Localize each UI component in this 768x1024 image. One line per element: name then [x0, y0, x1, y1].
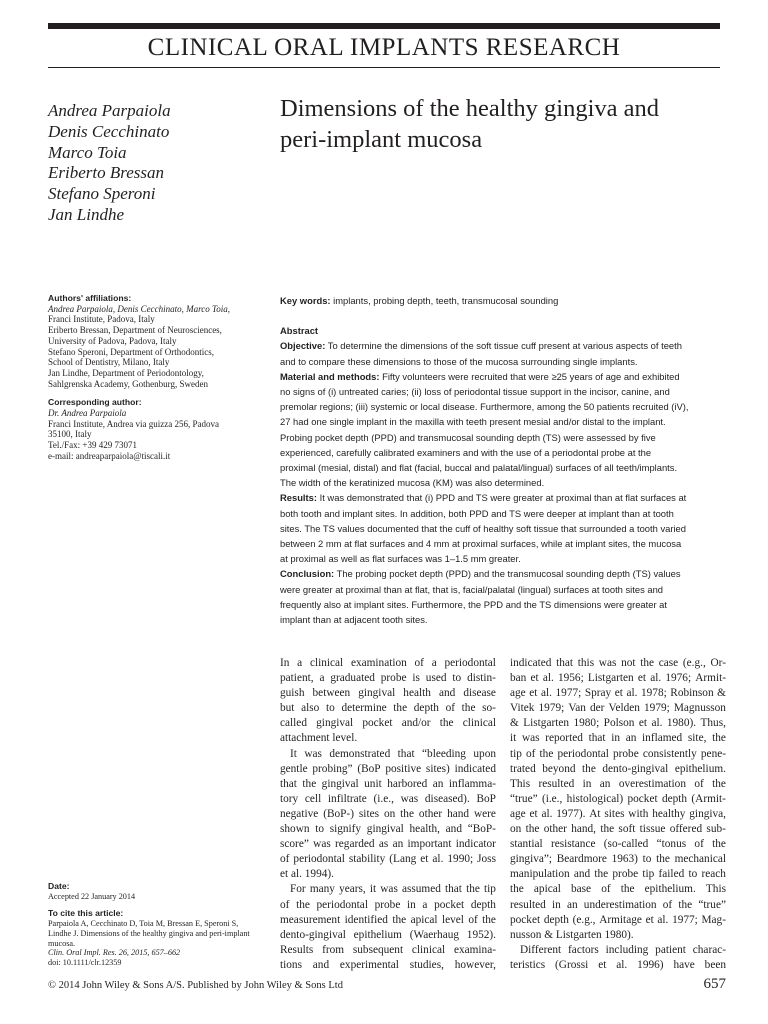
citation-line: mucosa.	[48, 938, 76, 948]
footer-copyright: © 2014 John Wiley & Sons A/S. Published by John Wiley & Sons Ltd	[48, 980, 343, 991]
keywords-text: implants, probing depth, teeth, transmucosal sounding	[333, 295, 559, 306]
abstract-line: both tooth and implant sites. In addition, both PPD and TS were deeper at implant than at tooth	[280, 507, 674, 519]
body-text-line: age et al. 1977; Spray et al. 1978; Robinson &	[510, 687, 726, 700]
results-label: Results:	[280, 492, 317, 504]
doi-line: doi: 10.1111/clr.12359	[48, 958, 122, 968]
page-number: 657	[703, 976, 726, 992]
abstract-line: implant than at adjacent tooth sites.	[280, 614, 428, 626]
corresponding-email: e-mail: andreaparpaiola@tiscali.it	[48, 450, 171, 461]
abstract-line: 27 had one single implant in the maxilla with teeth present mesial and/or distal to the implant.	[280, 416, 666, 428]
body-text-line: manipulation and the probe tip failed to reach	[510, 868, 726, 881]
abstract-line: between 2 mm at flat surfaces and 4 mm at proximal surfaces, while at implant sites, the mucosa	[280, 538, 682, 550]
abstract-line: Fifty volunteers were recruited that were ≥25 years of age and exhibited	[382, 370, 680, 382]
corresponding-line: 35100, Italy	[48, 429, 92, 440]
abstract-line: no signs of (i) untreated caries; (ii) loss of periodontal tissue support in the incisor, canine, and	[280, 386, 670, 398]
affiliation-line: University of Padova, Padova, Italy	[48, 335, 177, 346]
title-rule	[48, 67, 720, 68]
body-text-line: et al. 1994).	[280, 868, 334, 881]
body-text-line: Different factors including patient charac-	[520, 943, 726, 956]
body-text-line: of the periodontal probe in a pocket depth	[280, 898, 496, 911]
abstract-line: It was demonstrated that (i) PPD and TS were greater at proximal than at flat surfaces at	[319, 492, 687, 504]
body-column-left	[280, 656, 496, 973]
citation-line: Lindhe J. Dimensions of the healthy gingiva and peri-implant	[48, 928, 250, 938]
affiliation-line: Franci Institute, Padova, Italy	[48, 314, 155, 325]
abstract-line: and to compare these dimensions to those of the mucosa surrounding single implants.	[280, 355, 638, 367]
body-text-line: shown to signify gingival health, and “BoP-	[280, 823, 496, 836]
body-text-line: score” was regarded as an important indicator	[280, 838, 496, 851]
author-name: Eriberto Bressan	[48, 163, 165, 183]
body-text-line: dento-gingival epithelium (Waerhaug 1952).	[280, 928, 496, 941]
body-text-line: called gingival pocket and/or the clinical	[280, 717, 496, 730]
body-text-line: age et al. 1977). At sites with healthy gingiva,	[510, 807, 726, 820]
article-title	[280, 93, 740, 155]
body-text-line: gentle probing” (BoP positive sites) indicated	[280, 762, 496, 775]
abstract-line: proximal (mesial, distal) and flat (facial, buccal and palatal/lingual) surfaces of all teeth/implants.	[280, 462, 678, 474]
affiliation-line: Andrea Parpaiola, Denis Cecchinato, Marco Toia,	[48, 303, 230, 314]
body-text-line: that the gingival unit harbored an inflamma-	[280, 777, 496, 790]
body-text-line: guish between gingival health and disease	[280, 687, 496, 700]
body-text-line: ban et al. 1956; Listgarten et al. 1976; Armit-	[510, 672, 726, 685]
body-column-right	[510, 656, 726, 973]
body-text-line: It was demonstrated that “bleeding upon	[290, 747, 496, 760]
affiliation-line: Jan Lindhe, Department of Periodontology,	[48, 367, 204, 378]
author-name: Stefano Speroni	[48, 184, 156, 204]
article-title-line: Dimensions of the healthy gingiva and	[280, 95, 659, 122]
body-text-line: tions and experimental studies, however,	[280, 958, 496, 971]
abstract-line: at proximal as well as flat surfaces was 1–1.5 mm greater.	[280, 553, 521, 565]
left-column	[48, 293, 268, 462]
article-title-line: peri-implant mucosa	[280, 126, 483, 153]
journal-title: CLINICAL ORAL IMPLANTS RESEARCH	[147, 34, 621, 61]
abstract-line: frequently also at implant sites. Furthermore, the PPD and the TS dimensions were greater at	[280, 598, 667, 610]
body-text-line: In a clinical examination of a periodontal	[280, 657, 496, 669]
body-text-line: tory cell infiltrate (i.e., was diseased). BoP	[280, 792, 496, 805]
abstract-line: To determine the dimensions of the soft tissue cuff present at various aspects of teeth	[327, 340, 682, 352]
abstract-heading: Abstract	[280, 325, 319, 337]
corresponding-heading: Corresponding author:	[48, 397, 142, 408]
abstract-line: premolar regions; (iii) systemic or local disease. Furthermore, among the 50 patients recruited (iV),	[280, 401, 689, 413]
body-text-line: For many years, it was assumed that the tip	[290, 883, 496, 896]
affiliation-line: Stefano Speroni, Department of Orthodontics,	[48, 346, 214, 357]
body-text-line: nusson & Listgarten 1980).	[510, 928, 634, 941]
body-text-line: gingiva”; Beardmore 1963) to the mechanical	[510, 853, 726, 866]
author-name: Denis Cecchinato	[48, 121, 170, 141]
keywords	[280, 293, 732, 308]
affiliation-line: School of Dentistry, Milano, Italy	[48, 357, 170, 368]
body-text-line: Results from subsequent clinical examina-	[280, 943, 496, 956]
body-text-line: negative (BoP-) sites on the other hand were	[280, 807, 496, 820]
body-text-line: but also to determine the depth of the so-	[280, 702, 496, 715]
body-text-line: resulted in an underestimation of the “true”	[510, 898, 726, 911]
body-text-line: patient, a graduated probe is used to distin-	[280, 672, 496, 685]
body-text-line: trated beyond the dento-gingival epithelium.	[510, 762, 726, 775]
body-text-line: pocket depth (e.g., Armitage et al. 1977; Mag-	[510, 913, 726, 926]
top-rule	[48, 23, 720, 29]
corresponding-line: Tel./Fax: +39 429 73071	[48, 440, 137, 451]
conclusion-label: Conclusion:	[280, 568, 335, 580]
body-text-line: of periodontal stability (Lang et al. 1990; Joss	[280, 853, 496, 866]
abstract-line: experienced, carefully calibrated examiners and with the use of a periodontal probe at the	[280, 446, 652, 458]
body-text-line: the apical base of the epithelium. This	[510, 883, 726, 896]
body-text-line: & Listgarten 1980; Polson et al. 1980). Thus,	[510, 717, 726, 730]
methods-label: Material and methods:	[280, 370, 380, 382]
body-text-line: indicated that this was not the case (e.g., Or-	[510, 657, 726, 669]
body-text-line: measurement identified the apical level of the	[280, 913, 496, 926]
abstract-line: Probing pocket depth (PPD) and transmucosal sounding depth (TS) were assessed by five	[280, 431, 656, 443]
citation-heading: To cite this article:	[48, 907, 124, 918]
abstract-line: The probing pocket depth (PPD) and the transmucosal sounding depth (TS) values	[336, 568, 681, 580]
corresponding-line: Dr. Andrea Parpaiola	[48, 408, 127, 419]
objective-label: Objective:	[280, 340, 326, 352]
author-name: Jan Lindhe	[48, 204, 125, 224]
body-text-line: on the other hand, the soft tissue offered sub-	[510, 823, 726, 836]
affiliations-heading: Authors' affiliations:	[48, 293, 132, 303]
affiliation-line: Sahlgrenska Academy, Gothenburg, Sweden	[48, 378, 208, 389]
body-text-line: it was reported that in an inflamed site, the	[510, 732, 726, 745]
body-text-line: Vitek 1979; Van der Velden 1979; Magnusson	[510, 702, 726, 715]
citation-line: Parpaiola A, Cecchinato D, Toia M, Bressan E, Speroni S,	[48, 918, 239, 928]
body-text-line: stantial resistance (so-called “tonus of the	[510, 838, 726, 851]
body-text-line: tip of the periodontal probe consistently pene-	[510, 747, 726, 760]
date-heading: Date:	[48, 881, 70, 891]
author-name: Andrea Parpaiola	[48, 101, 171, 120]
body-text-line: teristics (Grossi et al. 1996) have been	[510, 958, 726, 971]
abstract-line: sites. The TS values documented that the cuff of healthy soft tissue that surrounded a tooth varied	[280, 522, 686, 534]
affiliation-line: Eriberto Bressan, Department of Neurosciences,	[48, 325, 222, 336]
abstract-box	[280, 293, 732, 627]
author-list	[48, 101, 268, 226]
abstract-line: were greater at proximal than at flat, that is, facial/palatal (lingual) surfaces at tooth sites and	[280, 583, 664, 595]
accepted-date: Accepted 22 January 2014	[48, 891, 136, 901]
body-text-line: This resulted in an overestimation of the	[510, 777, 726, 790]
body-text-line: “true” (i.e., histological) pocket depth (Armit-	[510, 792, 726, 805]
author-name: Marco Toia	[48, 142, 127, 162]
article-info	[48, 882, 268, 968]
citation-line: Clin. Oral Impl. Res. 26, 2015, 657–662	[48, 948, 181, 958]
body-text-line: attachment level.	[280, 732, 358, 745]
abstract-line: The width of the keratinized mucosa (KM) was also determined.	[280, 477, 545, 489]
corresponding-line: Franci Institute, Andrea via guizza 256, Padova	[48, 418, 219, 429]
keywords-label: Key words:	[280, 295, 331, 306]
